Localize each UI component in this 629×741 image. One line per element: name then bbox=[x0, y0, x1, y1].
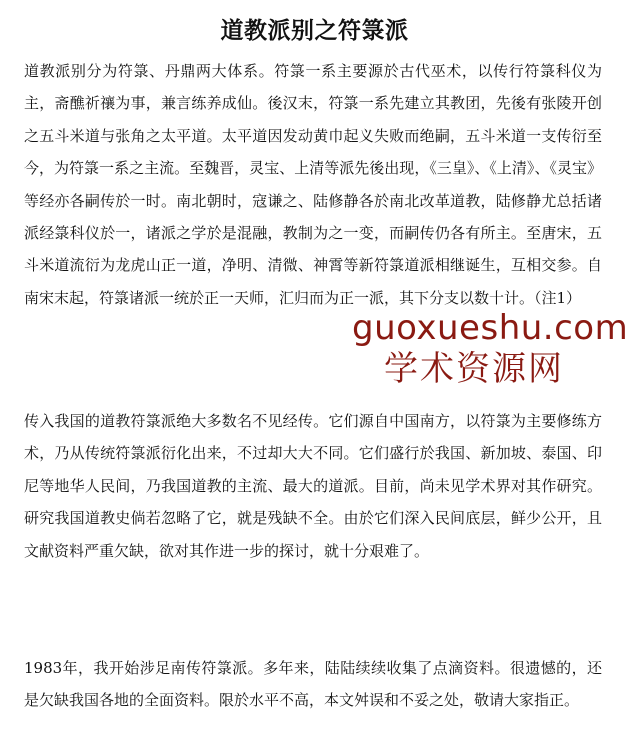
body-paragraph-2: 传入我国的道教符箓派绝大多数名不见经传。它们源自中国南方，以符箓为主要修练方术，乃从传统符箓派衍化出来，不过却大大不同。它们盛行於我国、新加坡、泰国、印尼等地华人民间，乃我国道教的主流、最大的道派。目前，尚未见学术界对其作研究。研究我国道教史倘若忽略了它，就是残缺不全。由於它们深入民间底层，鲜少公开，且文献资料严重欠缺，欲对其作进一步的探讨，就十分艰难了。 bbox=[24, 412, 602, 560]
document-title: 道教派别之符箓派 bbox=[220, 18, 409, 44]
watermark-site-name: 学术资源网 bbox=[384, 349, 564, 389]
body-paragraph-3: 1983年，我开始涉足南传符箓派。多年来，陆陆续续收集了点滴资料。很遗憾的，还是欠缺我国各地的全面资料。限於水平不高，本文舛误和不妥之处，敬请大家指正。 bbox=[24, 659, 602, 710]
watermark-domain: guoxueshu.com bbox=[352, 308, 629, 348]
watermark bbox=[352, 308, 629, 390]
body-paragraph-1: 道教派别分为符箓、丹鼎两大体系。符箓一系主要源於古代巫术，以传行符箓科仪为主，斋醮祈禳为事，兼言练养成仙。後汉末，符箓一系先建立其教团，先後有张陵开创之五斗米道与张角之太平道。太平道因发动黄巾起义失败而绝嗣，五斗米道一支传衍至今，为符箓一系之主流。至魏晋，灵宝、上清等派先後出现，《三皇》、《上清》、《灵宝》等经亦各嗣传於一时。南北朝时，寇谦之、陆修静各於南北改革道教，陆修静尤总括诸派经箓科仪於一，诸派之学於是混融，教制为之一变，而嗣传仍各有所主。至唐宋，五斗米道流衍为龙虎山正一道，净明、清微、神霄等新符箓道派相继诞生，互相交参。自南宋末起，符箓诸派一统於正一天师，汇归而为正一派，其下分支以数十计。（注1） bbox=[24, 62, 602, 307]
